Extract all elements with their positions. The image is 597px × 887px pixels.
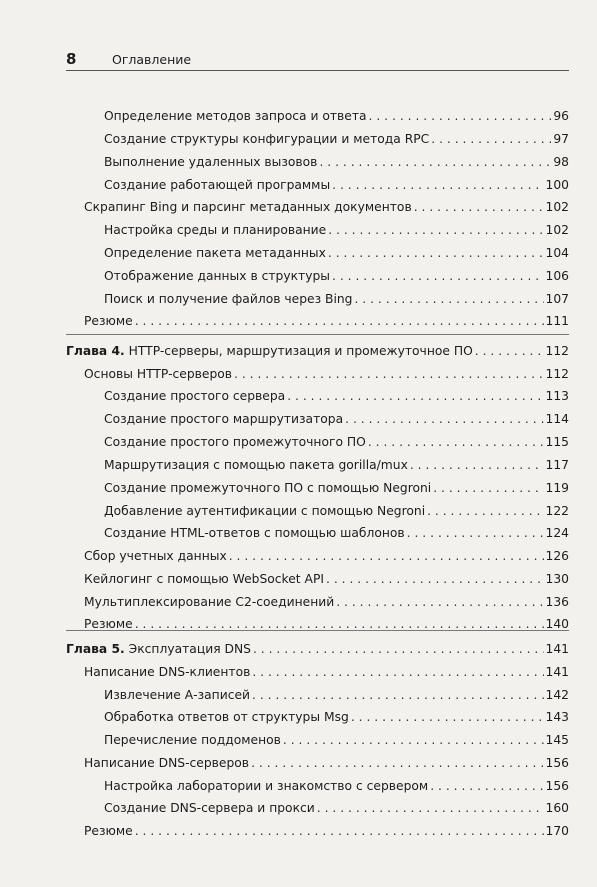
toc-entry[interactable] — [104, 108, 569, 124]
toc-entry[interactable] — [104, 778, 569, 794]
entry-title-text: Настройка лаборатории и знакомство с сервером — [104, 779, 429, 793]
toc-page-number: 145 — [545, 733, 569, 747]
toc-page-number: 130 — [545, 572, 569, 586]
toc-page-number: 136 — [545, 595, 569, 609]
entry-title-text: Резюме — [84, 314, 133, 328]
entry-title-text: Резюме — [84, 824, 133, 838]
entry-title-text: Скрапинг Bing и парсинг метаданных документов — [84, 200, 412, 214]
toc-page-number: 142 — [545, 688, 569, 702]
entry-title-text: Определение пакета метаданных — [104, 246, 326, 260]
toc-entry[interactable] — [104, 388, 569, 404]
entry-title-text: Выполнение удаленных вызовов — [104, 155, 318, 169]
toc-entry[interactable] — [104, 291, 569, 307]
entry-title-text: Создание HTML-ответов с помощью шаблонов — [104, 526, 405, 540]
entry-title-text: Обработка ответов от структуры Msg — [104, 710, 349, 724]
toc-entry-title — [104, 687, 250, 703]
toc-entry[interactable] — [84, 616, 569, 632]
entry-title-text: Создание работающей программы — [104, 178, 331, 192]
dot-leader — [332, 177, 543, 193]
toc-page-number: 119 — [545, 481, 569, 495]
toc-entry[interactable] — [84, 755, 569, 771]
entry-title-text: Извлечение А-записей — [104, 688, 251, 702]
toc-entry-title — [104, 291, 352, 307]
toc-entry-title — [104, 732, 281, 748]
toc-entry[interactable] — [104, 525, 569, 541]
dot-leader — [475, 343, 544, 359]
toc-entry-title — [104, 480, 431, 496]
toc-entry[interactable] — [104, 480, 569, 496]
entry-title-text: Настройка среды и планирование — [104, 223, 327, 237]
dot-leader — [368, 434, 544, 450]
dot-leader — [326, 571, 544, 587]
entry-title-text: Мультиплексирование C2-соединений — [84, 595, 335, 609]
dot-leader — [431, 131, 551, 147]
dot-leader — [328, 222, 543, 238]
toc-page-number: 111 — [545, 314, 569, 328]
toc-page-number: 102 — [545, 200, 569, 214]
dot-leader — [328, 245, 544, 261]
dot-leader — [229, 548, 544, 564]
dot-leader — [135, 823, 544, 839]
dot-leader — [430, 778, 543, 794]
dot-leader — [345, 411, 543, 427]
toc-page-number: 156 — [545, 779, 569, 793]
toc-entry-title — [104, 388, 285, 404]
entry-title-text: Создание простого маршрутизатора — [104, 412, 344, 426]
toc-page-number: 100 — [545, 178, 569, 192]
toc-entry[interactable] — [84, 366, 569, 382]
dot-leader — [332, 268, 544, 284]
toc-entry[interactable] — [84, 664, 569, 680]
toc-entry-title — [104, 411, 343, 427]
toc-entry-title — [84, 823, 133, 839]
toc-entry[interactable] — [104, 222, 569, 238]
toc-entry-title — [104, 709, 349, 725]
toc-entry[interactable] — [104, 177, 569, 193]
toc-entry[interactable] — [84, 199, 569, 215]
toc-entry[interactable] — [84, 313, 569, 329]
dot-leader — [414, 199, 544, 215]
dot-leader — [433, 480, 543, 496]
toc-entry-title — [104, 108, 367, 124]
running-title: Оглавление — [112, 52, 192, 67]
chapter-divider — [66, 334, 569, 335]
dot-leader — [407, 525, 544, 541]
toc-page-number: 112 — [545, 367, 569, 381]
dot-leader — [287, 388, 543, 404]
dot-leader — [369, 108, 552, 124]
toc-entry-title — [104, 177, 330, 193]
toc-page-number: 122 — [545, 504, 569, 518]
toc-entry[interactable] — [104, 154, 569, 170]
entry-title-text: Кейлогинг с помощью WebSocket API — [84, 572, 324, 586]
toc-entry[interactable] — [104, 245, 569, 261]
toc-entry-title — [104, 268, 330, 284]
toc-page-number: 140 — [545, 617, 569, 631]
toc-entry-title — [104, 222, 326, 238]
toc-chapter-entry[interactable] — [66, 641, 569, 657]
toc-page-number: 114 — [545, 412, 569, 426]
toc-page-number: 115 — [545, 435, 569, 449]
toc-page-number: 117 — [545, 458, 569, 472]
toc-entry-title — [104, 131, 429, 147]
dot-leader — [252, 664, 543, 680]
dot-leader — [354, 291, 543, 307]
dot-leader — [351, 709, 544, 725]
toc-entry-title — [84, 616, 133, 632]
toc-page-number: 170 — [545, 824, 569, 838]
entry-title-text: Добавление аутентификации с помощью Negroni — [104, 504, 426, 518]
toc-entry-title — [84, 366, 232, 382]
toc-page-number: 160 — [545, 801, 569, 815]
dot-leader — [135, 313, 544, 329]
dot-leader — [283, 732, 544, 748]
toc-entry-title — [84, 755, 249, 771]
toc-page-number: 113 — [545, 389, 569, 403]
toc-entry[interactable] — [84, 594, 569, 610]
entry-title-text: Основы HTTP-серверов — [84, 367, 233, 381]
entry-title-text: Создание структуры конфигурации и метода RPC — [104, 132, 430, 146]
entry-title-text: Поиск и получение файлов через Bing — [104, 292, 353, 306]
toc-entry-title — [84, 199, 412, 215]
toc-entry[interactable] — [104, 732, 569, 748]
toc-entry[interactable] — [84, 548, 569, 564]
toc-page-number: 112 — [545, 344, 569, 358]
toc-entry-title — [104, 434, 366, 450]
chapter-label: Глава 4. — [66, 344, 125, 358]
toc-page-number: 104 — [545, 246, 569, 260]
entry-title-text: Написание DNS-клиентов — [84, 665, 251, 679]
dot-leader — [251, 755, 543, 771]
toc-page-number: 98 — [553, 155, 569, 169]
toc-entry-title — [66, 641, 251, 657]
entry-title-text: Написание DNS-серверов — [84, 756, 250, 770]
toc-entry[interactable] — [104, 434, 569, 450]
dot-leader — [252, 687, 543, 703]
entry-title-text: Создание DNS-сервера и прокси — [104, 801, 315, 815]
toc-page-number: 126 — [545, 549, 569, 563]
dot-leader — [135, 616, 544, 632]
toc-entry-title — [104, 778, 428, 794]
toc-entry[interactable] — [84, 823, 569, 839]
toc-entry-title — [84, 594, 334, 610]
entry-title-text: HTTP-серверы, маршрутизация и промежуточное ПО — [124, 344, 473, 358]
toc-page-number: 141 — [545, 642, 569, 656]
toc-entry[interactable] — [104, 131, 569, 147]
toc-entry[interactable] — [104, 411, 569, 427]
toc-entry[interactable] — [104, 503, 569, 519]
toc-entry[interactable] — [104, 709, 569, 725]
toc-page-number: 124 — [545, 526, 569, 540]
entry-title-text: Резюме — [84, 617, 133, 631]
toc-entry-title — [104, 800, 315, 816]
dot-leader — [253, 641, 544, 657]
dot-leader — [317, 800, 544, 816]
toc-entry-title — [84, 313, 133, 329]
toc-entry-title — [84, 571, 324, 587]
toc-entry[interactable] — [104, 800, 569, 816]
toc-page-number: 156 — [545, 756, 569, 770]
toc-page-number: 141 — [545, 665, 569, 679]
chapter-label: Глава 5. — [66, 642, 125, 656]
entry-title-text: Сбор учетных данных — [84, 549, 227, 563]
toc-entry-title — [84, 664, 250, 680]
toc-entry-title — [84, 548, 227, 564]
toc-page-number: 107 — [545, 292, 569, 306]
dot-leader — [234, 366, 543, 382]
dot-leader — [410, 457, 544, 473]
dot-leader — [336, 594, 543, 610]
toc-entry-title — [66, 343, 473, 359]
toc-page-number: 106 — [545, 269, 569, 283]
dot-leader — [427, 503, 543, 519]
toc-page-number: 96 — [553, 109, 569, 123]
toc-page-number: 143 — [545, 710, 569, 724]
toc-entry[interactable] — [104, 457, 569, 473]
entry-title-text: Создание простого промежуточного ПО — [104, 435, 366, 449]
toc-chapter-entry[interactable] — [66, 343, 569, 359]
toc-entry-title — [104, 154, 317, 170]
toc-page-number: 102 — [545, 223, 569, 237]
entry-title-text: Определение методов запроса и ответа — [104, 109, 367, 123]
page-number: 8 — [66, 50, 77, 68]
toc-entry-title — [104, 457, 408, 473]
toc-entry-title — [104, 503, 425, 519]
toc-page-number: 97 — [553, 132, 569, 146]
entry-title-text: Перечисление поддоменов — [104, 733, 281, 747]
entry-title-text: Создание промежуточного ПО с помощью Negroni — [104, 481, 432, 495]
toc-entry[interactable] — [84, 571, 569, 587]
toc-entry[interactable] — [104, 687, 569, 703]
dot-leader — [319, 154, 551, 170]
toc-entry-title — [104, 245, 326, 261]
entry-title-text: Отображение данных в структуры — [104, 269, 330, 283]
entry-title-text: Эксплуатация DNS — [124, 642, 251, 656]
toc-entry[interactable] — [104, 268, 569, 284]
entry-title-text: Маршрутизация с помощью пакета gorilla/mux — [104, 458, 408, 472]
entry-title-text: Создание простого сервера — [104, 389, 286, 403]
toc-entry-title — [104, 525, 405, 541]
